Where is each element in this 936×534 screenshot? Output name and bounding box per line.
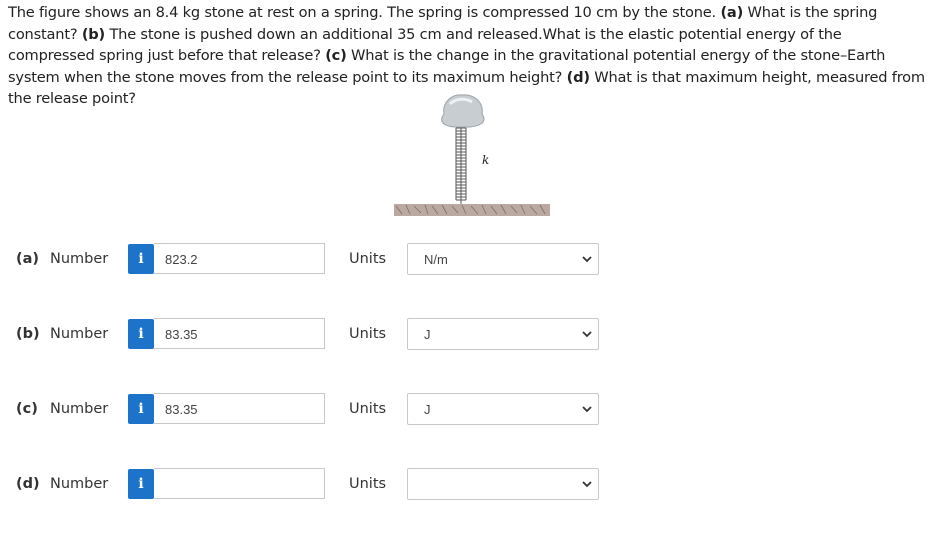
chevron-down-icon bbox=[582, 404, 592, 414]
problem-statement: The figure shows an 8.4 kg stone at rest on a spring. The spring is compressed 10 cm by the stone. (a) What is the spring constant? (b) The stone is pushed down an additional 35 cm and released.What is the elastic potential energy of the compressed spring just before that release? (c) What is the change in the gravitational potential energy of the stone–Earth system when the stone moves from the release point to its maximum height? (d) What is that maximum height, measured from the release point? bbox=[8, 4, 925, 107]
stone-spring-figure bbox=[392, 92, 552, 218]
part-label: (b) bbox=[16, 326, 40, 342]
info-icon[interactable]: i bbox=[128, 469, 154, 499]
units-selected-value: J bbox=[424, 327, 431, 342]
info-icon[interactable]: i bbox=[128, 394, 154, 424]
number-input[interactable]: 823.2 bbox=[154, 243, 325, 274]
spring bbox=[456, 127, 466, 204]
answer-row-c bbox=[0, 393, 936, 427]
answer-row-d bbox=[0, 468, 936, 502]
number-label: Number bbox=[50, 326, 109, 342]
chevron-down-icon bbox=[582, 329, 592, 339]
ground bbox=[394, 204, 550, 216]
part-label: (c) bbox=[16, 401, 38, 417]
chevron-down-icon bbox=[582, 479, 592, 489]
units-selected-value: N/m bbox=[424, 252, 448, 267]
spring-constant-label: k bbox=[482, 153, 490, 167]
part-label: (d) bbox=[16, 476, 40, 492]
info-icon[interactable]: i bbox=[128, 244, 154, 274]
number-label: Number bbox=[50, 476, 109, 492]
units-select[interactable] bbox=[407, 243, 599, 275]
info-icon[interactable]: i bbox=[128, 319, 154, 349]
number-input[interactable] bbox=[154, 468, 325, 499]
units-label: Units bbox=[349, 476, 387, 492]
units-label: Units bbox=[349, 326, 387, 342]
part-label: (a) bbox=[16, 251, 40, 267]
answer-row-a bbox=[0, 243, 936, 277]
units-select[interactable] bbox=[407, 468, 599, 500]
units-label: Units bbox=[349, 401, 387, 417]
number-input[interactable]: 83.35 bbox=[154, 393, 325, 424]
chevron-down-icon bbox=[582, 254, 592, 264]
units-select[interactable] bbox=[407, 318, 599, 350]
units-label: Units bbox=[349, 251, 387, 267]
units-selected-value: J bbox=[424, 402, 431, 417]
number-label: Number bbox=[50, 401, 109, 417]
answer-row-b bbox=[0, 318, 936, 352]
units-select[interactable] bbox=[407, 393, 599, 425]
number-label: Number bbox=[50, 251, 109, 267]
number-input[interactable]: 83.35 bbox=[154, 318, 325, 349]
